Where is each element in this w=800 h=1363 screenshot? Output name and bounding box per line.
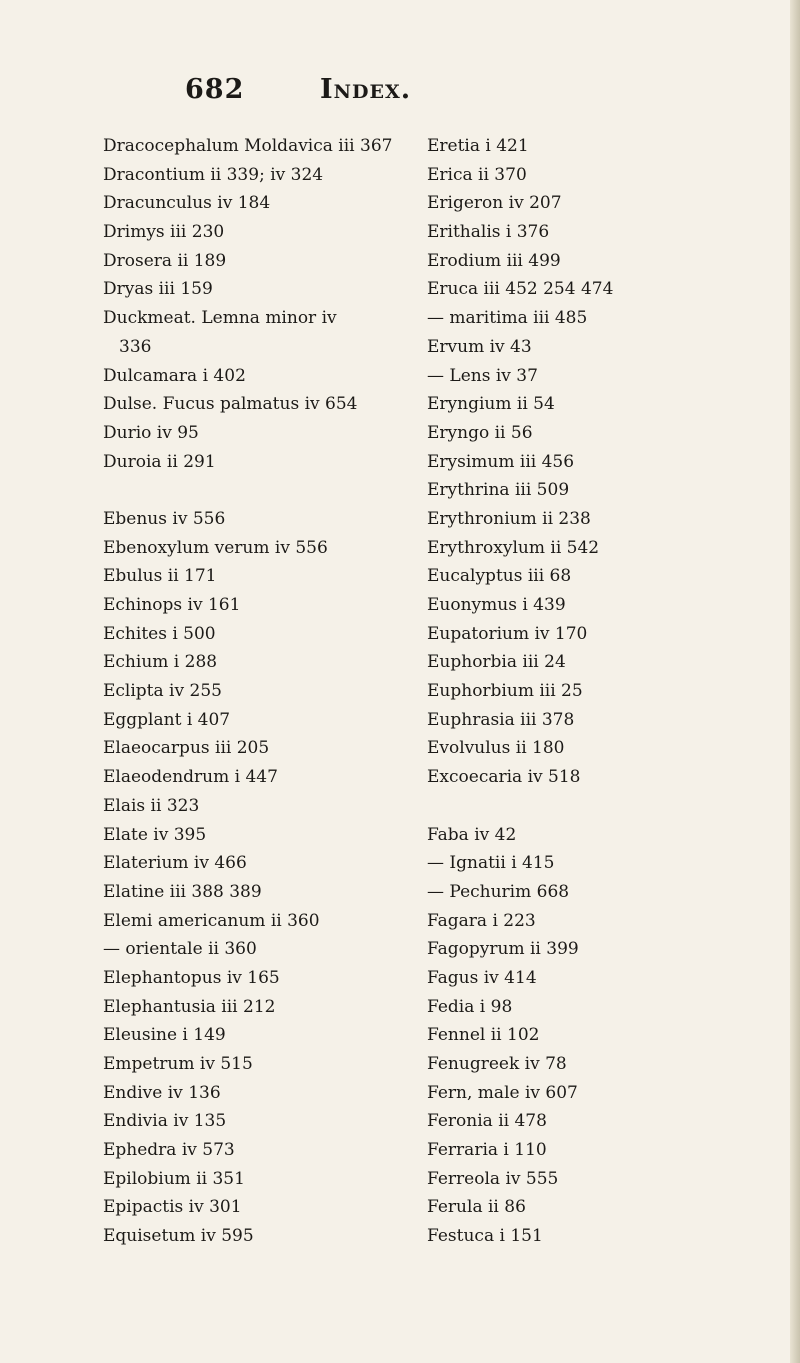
index-entry: Fagus iv 414	[427, 967, 537, 988]
index-entry: Epipactis iv 301	[103, 1197, 242, 1218]
index-entry: Drimys iii 230	[103, 222, 225, 243]
index-entry: Euphrasia iii 378	[427, 709, 575, 730]
index-entry: Elais ii 323	[103, 795, 200, 816]
index-entry: Endive iv 136	[103, 1082, 221, 1103]
index-entry: — maritima iii 485	[427, 308, 588, 329]
index-entry: Elaeocarpus iii 205	[103, 738, 270, 759]
index-entry: Empetrum iv 515	[103, 1054, 253, 1074]
index-entry: Equisetum iv 595	[103, 1226, 254, 1247]
index-entry: Eryngo ii 56	[427, 422, 533, 443]
index-entry: Fenugreek iv 78	[427, 1054, 567, 1074]
index-entry: Fennel ii 102	[427, 1025, 540, 1046]
index-entry: Erythroxylum ii 542	[427, 537, 600, 558]
index-entry: Eleusine i 149	[103, 1025, 226, 1046]
index-entry: — Lens iv 37	[427, 365, 538, 386]
index-entry: Ferraria i 110	[427, 1140, 547, 1161]
page-number: 682	[185, 74, 245, 105]
index-entry: Echinops iv 161	[103, 595, 241, 615]
index-entry: Elephantopus iv 165	[103, 967, 280, 988]
page-edge	[790, 0, 800, 1363]
index-entry: Eruca iii 452 254 474	[427, 279, 614, 300]
index-entry: Dracunculus iv 184	[103, 193, 271, 214]
index-entry: Dracontium ii 339; iv 324	[103, 164, 324, 185]
index-entry: Drosera ii 189	[103, 250, 227, 271]
page-title: Index.	[320, 74, 412, 105]
index-entry: Dulse. Fucus palmatus iv 654	[103, 394, 358, 415]
index-entry: Euonymus i 439	[427, 595, 566, 615]
section-gap	[103, 476, 423, 505]
index-entry: Ephedra iv 573	[103, 1140, 235, 1161]
index-entry: Duckmeat. Lemna minor iv	[103, 308, 337, 329]
index-entry: Feronia ii 478	[427, 1111, 547, 1132]
index-column-left	[103, 132, 423, 1251]
index-entry: Elatine iii 388 389	[103, 881, 262, 902]
page-header	[0, 74, 790, 110]
index-entry: Evolvulus ii 180	[427, 738, 565, 759]
index-entry: Duroia ii 291	[103, 451, 216, 472]
index-entry: Erythrina iii 509	[427, 480, 570, 501]
index-entry: Elate iv 395	[103, 824, 207, 845]
section-gap	[427, 792, 747, 821]
index-entry: Faba iv 42	[427, 824, 517, 845]
index-entry: Erysimum iii 456	[427, 451, 575, 472]
index-entry: Dulcamara i 402	[103, 365, 246, 386]
index-entry: Eryngium ii 54	[427, 394, 555, 415]
index-entry: Elaeodendrum i 447	[103, 767, 278, 788]
index-entry: Eretia i 421	[427, 136, 529, 156]
index-entry: Eupatorium iv 170	[427, 623, 588, 644]
index-entry: Ferreola iv 555	[427, 1168, 559, 1189]
index-entry: Festuca i 151	[427, 1226, 543, 1247]
index-entry: Elaterium iv 466	[103, 853, 247, 874]
index-entry: Echites i 500	[103, 623, 216, 644]
index-entry: Dryas iii 159	[103, 279, 213, 300]
index-entry: 336	[119, 336, 152, 357]
index-entry: Erythronium ii 238	[427, 508, 591, 529]
index-entry: Erica ii 370	[427, 164, 527, 185]
index-entry: Dracocephalum Moldavica iii 367	[103, 136, 393, 156]
index-entry: Ebenus iv 556	[103, 508, 226, 529]
index-entry: Excoecaria iv 518	[427, 767, 581, 788]
index-entry: Fagara i 223	[427, 910, 536, 931]
index-entry: Erithalis i 376	[427, 222, 550, 243]
index-entry: Endivia iv 135	[103, 1111, 227, 1132]
index-entry: Echium i 288	[103, 652, 218, 673]
index-entry: Elemi americanum ii 360	[103, 910, 320, 931]
index-entry: Euphorbia iii 24	[427, 652, 566, 673]
index-entry: Fagopyrum ii 399	[427, 939, 579, 960]
index-entry: Fedia i 98	[427, 996, 513, 1017]
index-entry: Eclipta iv 255	[103, 681, 222, 702]
index-entry: — Ignatii i 415	[427, 853, 555, 874]
index-entry: Eggplant i 407	[103, 709, 231, 730]
index-entry: Elephantusia iii 212	[103, 996, 276, 1017]
index-column-right	[427, 132, 747, 1251]
index-entry: Durio iv 95	[103, 422, 199, 443]
index-entry: Fern, male iv 607	[427, 1082, 578, 1103]
index-entry: Euphorbium iii 25	[427, 681, 583, 702]
index-entry: — orientale ii 360	[103, 939, 257, 960]
index-entry: Ebulus ii 171	[103, 566, 217, 587]
index-entry: Eucalyptus iii 68	[427, 566, 572, 587]
index-entry: Ervum iv 43	[427, 336, 532, 357]
index-entry: Epilobium ii 351	[103, 1168, 245, 1189]
index-entry: Ferula ii 86	[427, 1197, 526, 1218]
index-entry: Erigeron iv 207	[427, 193, 562, 214]
index-entry: Ebenoxylum verum iv 556	[103, 537, 328, 558]
index-entry: Erodium iii 499	[427, 250, 561, 271]
index-entry: — Pechurim 668	[427, 881, 570, 902]
